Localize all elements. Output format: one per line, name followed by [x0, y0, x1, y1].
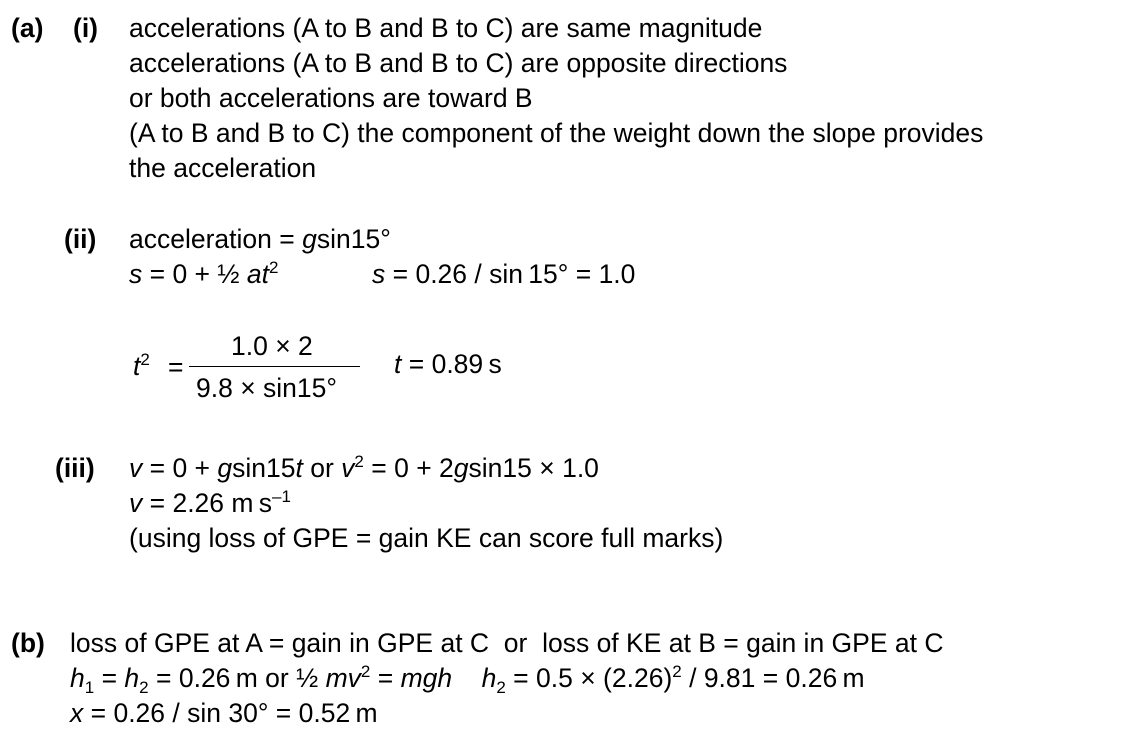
a-ii-acceleration: acceleration = gsin15°	[129, 224, 391, 254]
a-iii-line-1: v = 0 + gsin15t or $v^2 = 0 + 2gsin15 \times 1.0$	[129, 452, 599, 483]
a-ii-t-result: t = 0.89 s	[394, 349, 502, 379]
part-a-iii-label: (iii)	[55, 453, 95, 483]
a-i-line-5: the acceleration	[129, 153, 317, 183]
part-a-label: (a)	[11, 13, 44, 43]
b-line-2: $h_1 = h_2 = 0.26$ m or ½ $mv^2$ = mgh $h_2 = 0.5 \times (2.26)^2 / 9.81 = 0.26$ m	[70, 662, 865, 697]
a-ii-equals: =	[168, 352, 184, 382]
a-i-line-3: or both accelerations are toward B	[129, 83, 533, 113]
a-ii-distance: s = 0.26 / sin 15° = 1.0	[372, 259, 636, 289]
a-i-line-4: (A to B and B to C) the component of the weight down the slope provides	[129, 118, 984, 148]
fraction-bar	[189, 366, 360, 367]
a-ii-numerator: 1.0 × 2	[231, 331, 313, 361]
a-ii-t-squared: $t^2$	[133, 350, 150, 381]
part-a-ii-label: (ii)	[64, 224, 97, 254]
a-iii-line-2: v = 2.26 m $s^{-1}$	[129, 487, 291, 518]
a-ii-denominator: 9.8 × sin15°	[196, 373, 337, 403]
b-line-1: loss of GPE at A = gain in GPE at C or loss of KE at B = gain in GPE at C	[70, 628, 944, 658]
b-line-3: x = 0.26 / sin 30° = 0.52 m	[70, 698, 378, 728]
part-a-i-label: (i)	[73, 13, 99, 43]
a-iii-line-3: (using loss of GPE = gain KE can score full marks)	[129, 523, 724, 553]
a-i-line-1: accelerations (A to B and B to C) are same magnitude	[129, 13, 763, 43]
a-ii-suvat: s = 0 + ½ $at^2$	[129, 258, 279, 289]
a-i-line-2: accelerations (A to B and B to C) are opposite directions	[129, 48, 788, 78]
part-b-label: (b)	[11, 628, 45, 658]
